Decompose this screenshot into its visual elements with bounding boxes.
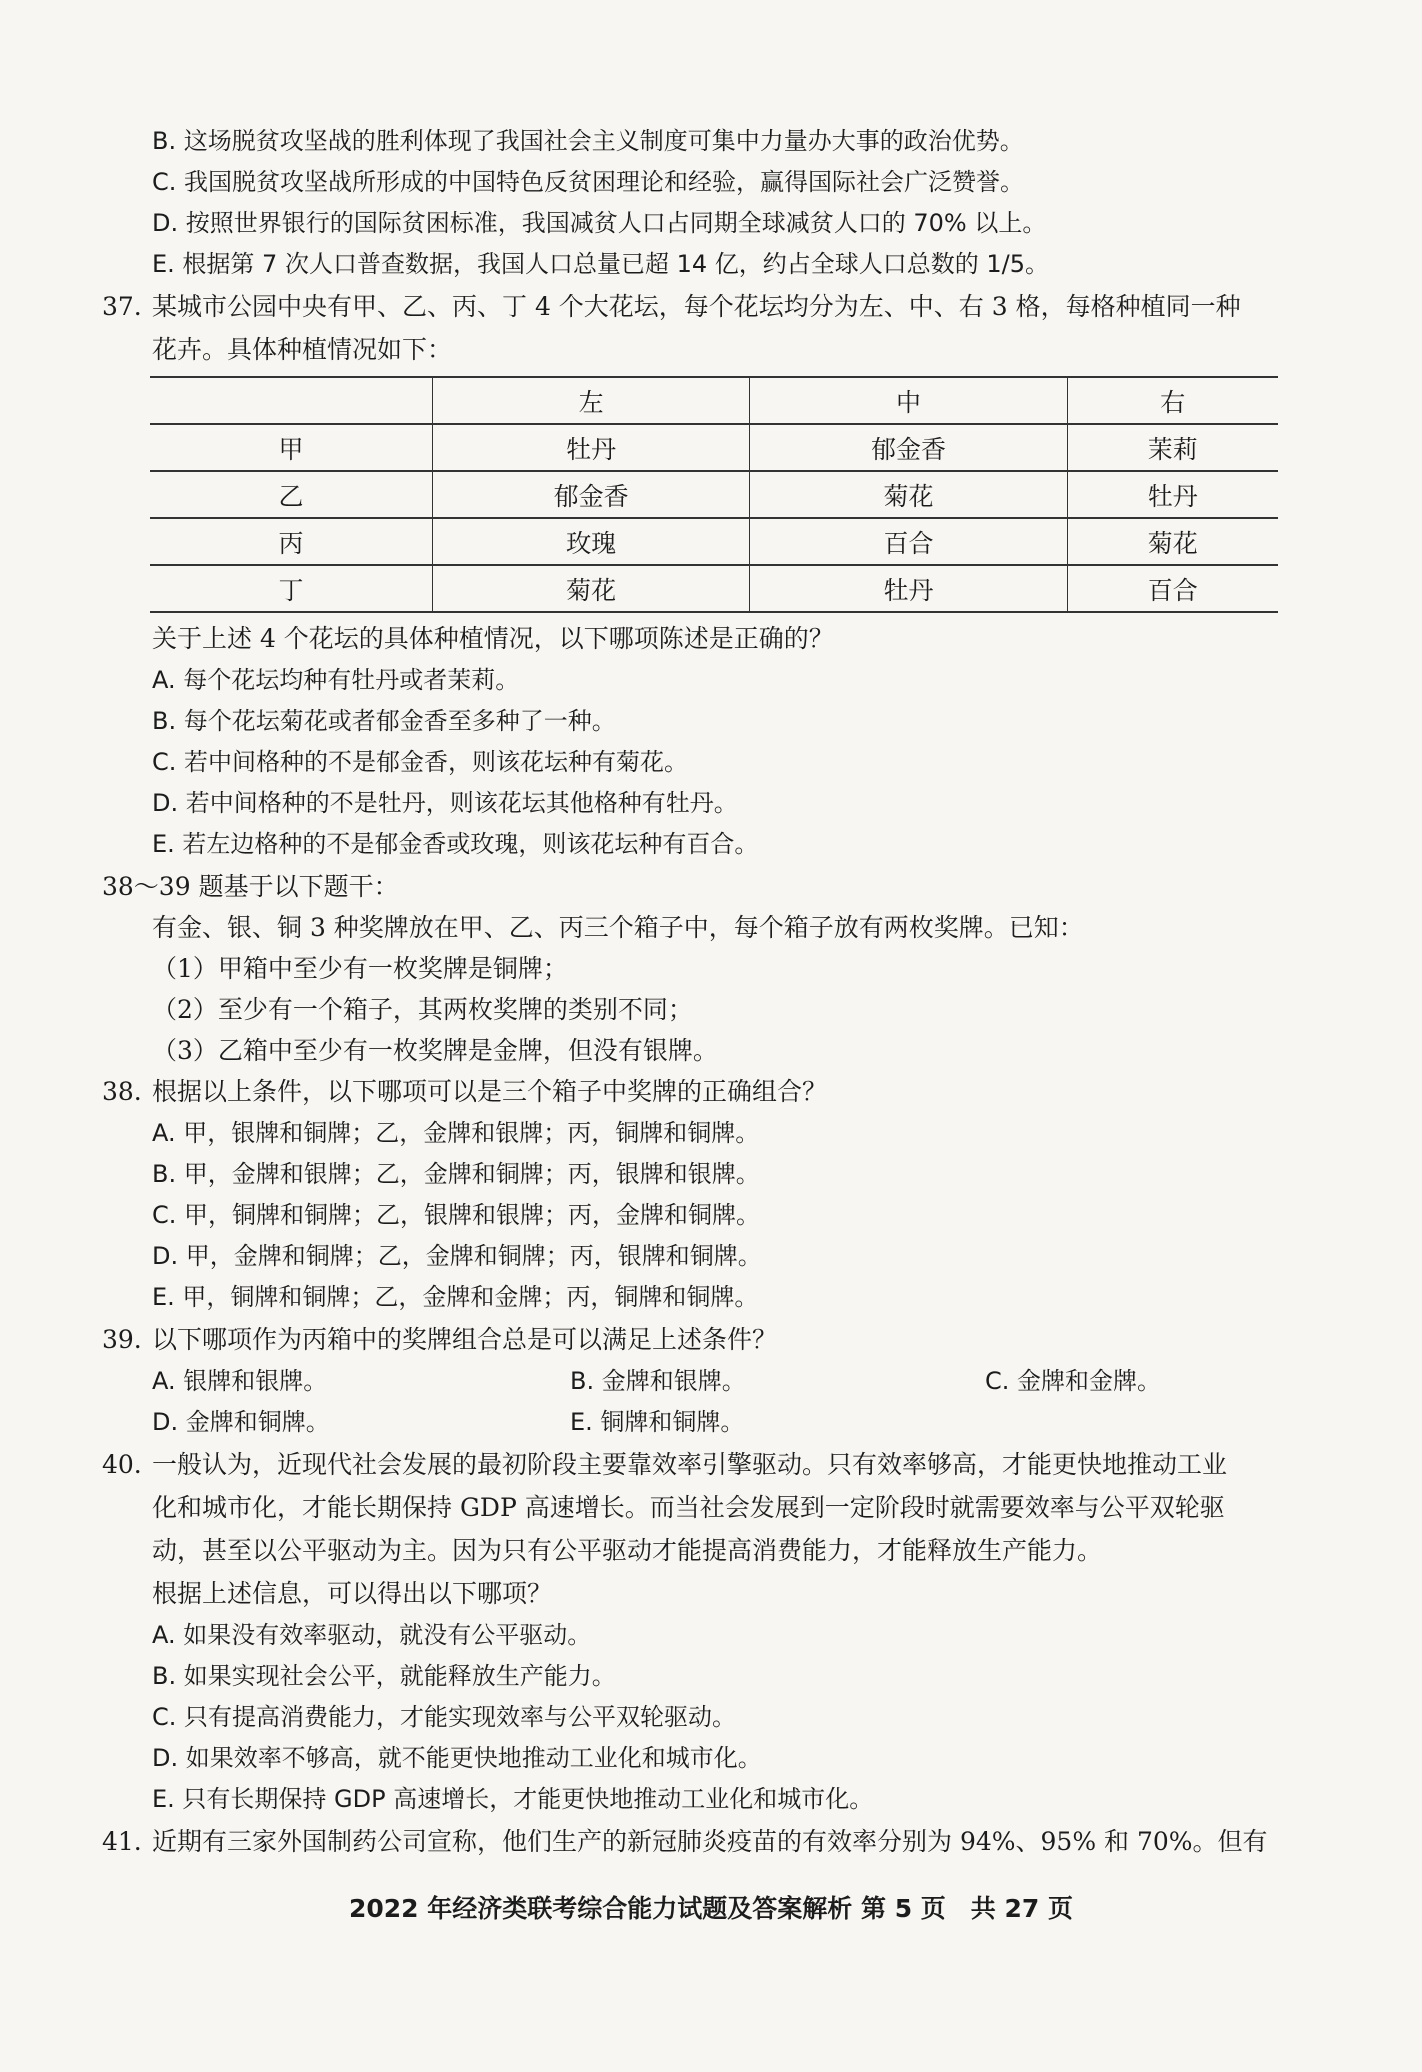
question-number: 38. (102, 1077, 142, 1106)
question-number: 39. (102, 1325, 142, 1354)
q38-question (102, 1075, 827, 1109)
q40-stem-line2: 化和城市化，才能长期保持 GDP 高速增长。而当社会发展到一定阶段时就需要效率与公平双轮驱 (152, 1493, 1225, 1522)
flower-bed-table (150, 376, 1278, 613)
q40-stem-text: 一般认为，近现代社会发展的最初阶段主要靠效率引擎驱动。只有效率够高，才能更快地推动工业 (152, 1450, 1228, 1479)
q41-stem-text: 近期有三家外国制药公司宣称，他们生产的新冠肺炎疫苗的有效率分别为 94%、95% 和 70%。但有 (152, 1827, 1268, 1856)
q39-option-c: C. 金牌和金牌。 (985, 1367, 1162, 1395)
table-cell: 郁金香 (433, 471, 750, 518)
q39-option-a: A. 银牌和银牌。 (152, 1367, 328, 1395)
table-header-cell: 右 (1067, 377, 1278, 424)
table-row (150, 424, 1278, 471)
table-header-row (150, 377, 1278, 424)
q37-stem-text: 某城市公园中央有甲、乙、丙、丁 4 个大花坛，每个花坛均分为左、中、右 3 格，每格种植同一种 (152, 292, 1241, 321)
table-cell: 玫瑰 (433, 518, 750, 565)
question-number: 41. (102, 1827, 142, 1856)
table-cell: 菊花 (750, 471, 1067, 518)
q38-option-b: B. 甲，金牌和银牌；乙，金牌和铜牌；丙，银牌和银牌。 (152, 1160, 760, 1188)
table-cell: 郁金香 (750, 424, 1067, 471)
q37-option-e: E. 若左边格种的不是郁金香或玫瑰，则该花坛种有百合。 (152, 830, 759, 858)
q40-option-a: A. 如果没有效率驱动，就没有公平驱动。 (152, 1621, 592, 1649)
table-header-cell: 中 (750, 377, 1067, 424)
q39-option-b: B. 金牌和银牌。 (570, 1367, 746, 1395)
q40-stem-line1 (102, 1448, 1227, 1482)
table-row (150, 565, 1278, 612)
q36-option-b: B. 这场脱贫攻坚战的胜利体现了我国社会主义制度可集中力量办大事的政治优势。 (152, 127, 1024, 155)
q37-question: 关于上述 4 个花坛的具体种植情况，以下哪项陈述是正确的？ (152, 624, 834, 653)
q37-stem-line2: 花卉。具体种植情况如下： (152, 335, 453, 364)
q36-option-d: D. 按照世界银行的国际贫困标准，我国减贫人口占同期全球减贫人口的 70% 以上。 (152, 209, 1047, 237)
q36-option-c: C. 我国脱贫攻坚战所形成的中国特色反贫困理论和经验，赢得国际社会广泛赞誉。 (152, 168, 1025, 196)
q38-39-stem-line: 有金、银、铜 3 种奖牌放在甲、乙、丙三个箱子中，每个箱子放有两枚奖牌。已知： (152, 913, 1084, 942)
q38-option-a: A. 甲，银牌和铜牌；乙，金牌和银牌；丙，铜牌和铜牌。 (152, 1119, 760, 1147)
q40-stem-line3: 动，甚至以公平驱动为主。因为只有公平驱动才能提高消费能力，才能释放生产能力。 (152, 1536, 1103, 1565)
table-cell: 甲 (150, 424, 433, 471)
q39-option-d: D. 金牌和铜牌。 (152, 1408, 330, 1436)
condition-2: （2）至少有一个箱子，其两枚奖牌的类别不同； (152, 995, 693, 1024)
q40-question: 根据上述信息，可以得出以下哪项？ (152, 1579, 553, 1608)
table-cell: 菊花 (433, 565, 750, 612)
q38-option-c: C. 甲，铜牌和铜牌；乙，银牌和银牌；丙，金牌和铜牌。 (152, 1201, 761, 1229)
q39-question-text: 以下哪项作为丙箱中的奖牌组合总是可以满足上述条件？ (152, 1325, 778, 1354)
q40-option-b: B. 如果实现社会公平，就能释放生产能力。 (152, 1662, 616, 1690)
table-header-cell (150, 377, 433, 424)
q40-option-e: E. 只有长期保持 GDP 高速增长，才能更快地推动工业化和城市化。 (152, 1785, 874, 1813)
q37-option-a: A. 每个花坛均种有牡丹或者茉莉。 (152, 666, 520, 694)
table-cell: 丙 (150, 518, 433, 565)
table-cell: 牡丹 (433, 424, 750, 471)
table-cell: 茉莉 (1067, 424, 1278, 471)
page-footer: 2022 年经济类联考综合能力试题及答案解析 第 5 页 共 27 页 (349, 1894, 1073, 1923)
q38-question-text: 根据以上条件，以下哪项可以是三个箱子中奖牌的正确组合？ (152, 1077, 828, 1106)
q39-option-e: E. 铜牌和铜牌。 (570, 1408, 745, 1436)
q40-option-d: D. 如果效率不够高，就不能更快地推动工业化和城市化。 (152, 1744, 762, 1772)
table-cell: 百合 (1067, 565, 1278, 612)
condition-1: （1）甲箱中至少有一枚奖牌是铜牌； (152, 954, 568, 983)
q38-option-e: E. 甲，铜牌和铜牌；乙，金牌和金牌；丙，铜牌和铜牌。 (152, 1283, 759, 1311)
q37-option-b: B. 每个花坛菊花或者郁金香至多种了一种。 (152, 707, 616, 735)
table-header-cell: 左 (433, 377, 750, 424)
q37-option-c: C. 若中间格种的不是郁金香，则该花坛种有菊花。 (152, 748, 689, 776)
table-cell: 丁 (150, 565, 433, 612)
condition-3: （3）乙箱中至少有一枚奖牌是金牌，但没有银牌。 (152, 1036, 718, 1065)
question-number: 37. (102, 292, 142, 321)
table-cell: 乙 (150, 471, 433, 518)
q36-option-e: E. 根据第 7 次人口普查数据，我国人口总量已超 14 亿，约占全球人口总数的 1/5。 (152, 250, 1049, 278)
table-cell: 牡丹 (750, 565, 1067, 612)
q39-question (102, 1323, 777, 1357)
q38-option-d: D. 甲，金牌和铜牌；乙，金牌和铜牌；丙，银牌和铜牌。 (152, 1242, 762, 1270)
table-cell: 百合 (750, 518, 1067, 565)
table-cell: 牡丹 (1067, 471, 1278, 518)
q37-stem-line1 (102, 290, 1241, 324)
q37-option-d: D. 若中间格种的不是牡丹，则该花坛其他格种有牡丹。 (152, 789, 738, 817)
table-cell: 菊花 (1067, 518, 1278, 565)
q40-option-c: C. 只有提高消费能力，才能实现效率与公平双轮驱动。 (152, 1703, 737, 1731)
table-row (150, 518, 1278, 565)
table-row (150, 471, 1278, 518)
q41-stem-line1 (102, 1825, 1268, 1859)
question-number: 40. (102, 1450, 142, 1479)
q38-39-intro: 38～39 题基于以下题干： (102, 872, 399, 901)
